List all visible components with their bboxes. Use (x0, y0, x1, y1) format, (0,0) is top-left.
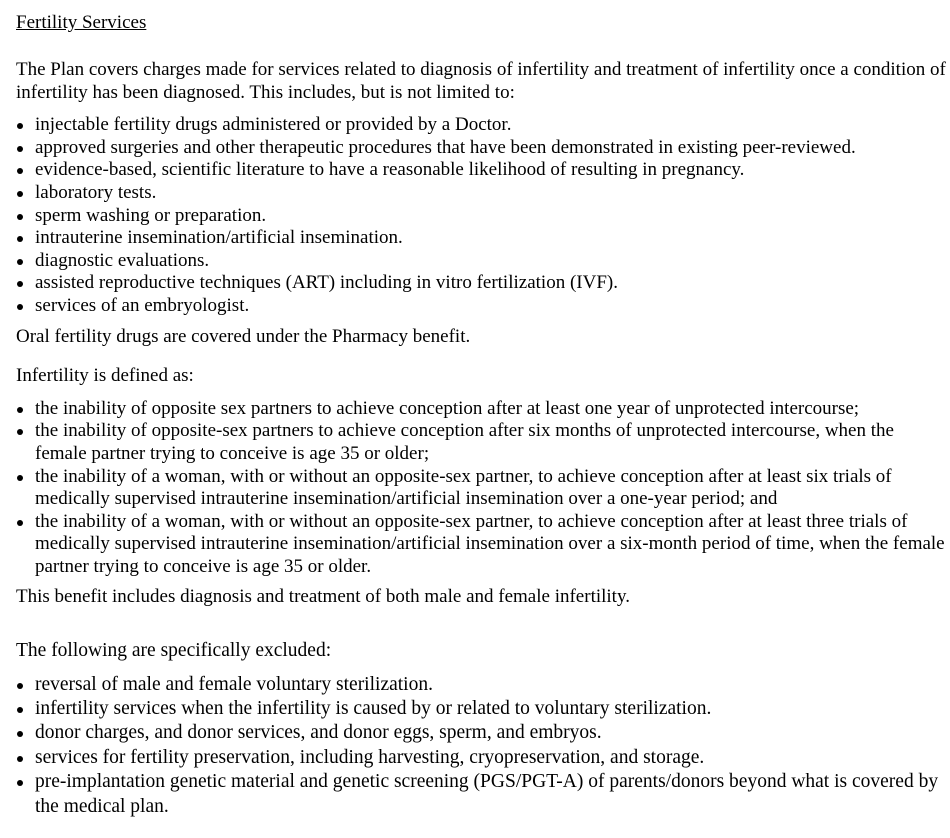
list-item (16, 250, 950, 273)
list-item-text: injectable fertility drugs administered or provided by a Doctor. (35, 114, 512, 136)
list-item (16, 466, 950, 511)
list-item (16, 295, 950, 318)
list-item (16, 721, 950, 745)
exclusions-list (16, 673, 950, 819)
definition-heading: Infertility is defined as: (16, 365, 194, 387)
list-item (16, 673, 950, 697)
list-item-text: evidence-based, scientific literature to have a reasonable likelihood of resulting in pregnancy. (35, 159, 745, 181)
list-item (16, 272, 950, 295)
oral-drugs-note: Oral fertility drugs are covered under the Pharmacy benefit. (16, 325, 471, 347)
list-item-text: diagnostic evaluations. (35, 249, 210, 271)
list-item-text: sperm washing or preparation. (35, 204, 267, 226)
list-item (16, 420, 950, 465)
list-item-text: approved surgeries and other therapeutic procedures that have been demonstrated in existing peer-reviewed. (35, 136, 856, 158)
list-item (16, 746, 950, 770)
list-item-text: infertility services when the infertility is caused by or related to voluntary sterilization. (35, 698, 712, 720)
covered-services-list (16, 114, 950, 317)
list-item (16, 511, 950, 579)
list-item-text: the inability of opposite sex partners to achieve conception after at least one year of unprotected intercourse; (35, 397, 860, 419)
list-item (16, 227, 950, 250)
intro-paragraph: The Plan covers charges made for services related to diagnosis of infertility and treatment of infertility once a condition of infertility has been diagnosed. This includes, but is not limited to: (16, 59, 946, 103)
list-item (16, 159, 950, 182)
infertility-definition-list (16, 398, 950, 579)
list-item (16, 137, 950, 160)
list-item (16, 182, 950, 205)
benefit-note: This benefit includes diagnosis and treatment of both male and female infertility. (16, 586, 630, 608)
list-item-text: services of an embryologist. (35, 294, 250, 316)
list-item (16, 205, 950, 228)
list-item-text: intrauterine insemination/artificial insemination. (35, 227, 403, 249)
list-item (16, 697, 950, 721)
list-item-text: services for fertility preservation, including harvesting, cryopreservation, and storage. (35, 746, 705, 768)
list-item (16, 398, 950, 421)
list-item-text: the inability of a woman, with or without an opposite-sex partner, to achieve conception after at least six trials of medically supervised intrauterine insemination/artificial insemination over a one-year period; and (35, 465, 892, 510)
list-item (16, 770, 950, 819)
section-title: Fertility Services (16, 12, 147, 33)
list-item-text: laboratory tests. (35, 181, 157, 203)
list-item (16, 114, 950, 137)
list-item-text: pre-implantation genetic material and genetic screening (PGS/PGT-A) of parents/donors beyond what is covered by the medical plan. (35, 771, 939, 817)
list-item-text: the inability of a woman, with or without an opposite-sex partner, to achieve conception after at least three trials of medically supervised intrauterine insemination/artificial insemination over a six-month period of time, when the female partner trying to conceive is age 35 or older. (35, 510, 945, 577)
list-item-text: reversal of male and female voluntary sterilization. (35, 673, 433, 695)
exclusions-heading: The following are specifically excluded: (16, 640, 332, 662)
list-item-text: the inability of opposite-sex partners to achieve conception after six months of unprotected intercourse, when the female partner trying to conceive is age 35 or older; (35, 420, 894, 464)
list-item-text: assisted reproductive techniques (ART) including in vitro fertilization (IVF). (35, 272, 618, 294)
list-item-text: donor charges, and donor services, and donor eggs, sperm, and embryos. (35, 722, 602, 744)
